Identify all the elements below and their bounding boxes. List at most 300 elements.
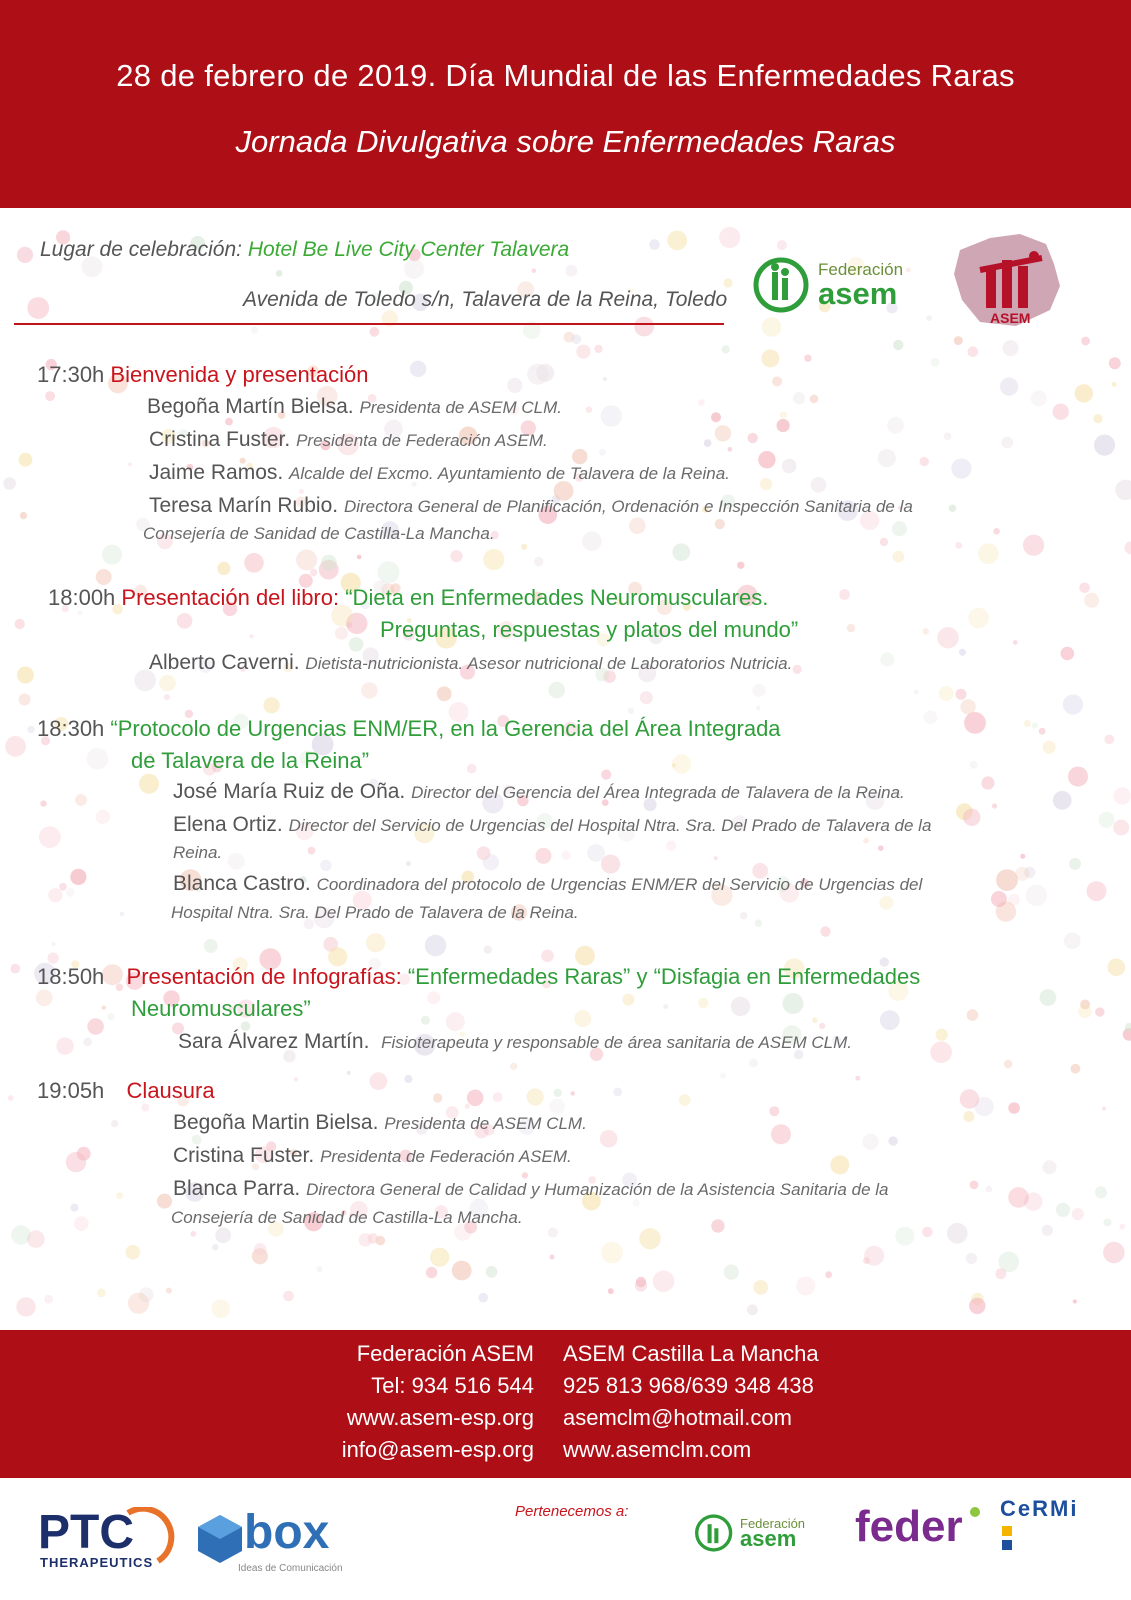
speaker-role-continued: Consejería de Sanidad de Castilla-La Mancha. [143, 524, 495, 543]
background-dot [1039, 728, 1046, 735]
background-dot [433, 1093, 442, 1102]
agenda-quote-line2: Neuromusculares” [131, 996, 311, 1021]
background-dot [711, 412, 721, 422]
background-dot [346, 622, 352, 628]
background-dot [893, 340, 903, 350]
background-dot [1119, 1224, 1125, 1230]
background-dot [48, 888, 62, 902]
asem-emblem-icon [752, 254, 814, 316]
background-dot [575, 946, 595, 966]
speaker-role-continued: Reina. [173, 843, 223, 862]
background-dot [923, 711, 937, 725]
background-dot [639, 1228, 660, 1249]
background-dot [783, 993, 804, 1014]
background-dot [1104, 735, 1114, 745]
background-dot [663, 1004, 668, 1009]
background-dot [960, 699, 975, 714]
background-dot [1078, 1005, 1091, 1018]
background-dot [1008, 1102, 1020, 1114]
background-dot [1073, 1299, 1077, 1303]
belongs-to-label: Pertenecemos a: [515, 1503, 629, 1520]
venue-place: Hotel Be Live City Center Talavera [247, 238, 570, 261]
speaker-role-continued: Consejería de Sanidad de Castilla-La Mancha. [171, 1208, 523, 1227]
footer-website-link[interactable]: www.asem-esp.org [346, 1405, 534, 1430]
background-dot [931, 358, 940, 367]
background-dot [653, 1271, 675, 1293]
background-dot [755, 920, 762, 927]
background-dot [565, 265, 577, 277]
background-dot [812, 1018, 817, 1023]
background-dot [698, 998, 708, 1008]
background-dot [895, 1227, 914, 1246]
background-dot [970, 761, 978, 769]
background-dot [97, 1289, 106, 1298]
background-dot [59, 883, 67, 891]
venue-address: Avenida de Toledo s/n, Talavera de la Reina, Toledo [243, 288, 728, 311]
box-logo: box Ideas de Comunicación [194, 1505, 354, 1577]
background-dot [47, 952, 58, 963]
background-dot [96, 569, 112, 585]
agenda-time: 18:30h [37, 716, 105, 741]
background-dot [772, 376, 782, 386]
background-dot [978, 543, 999, 564]
agenda-item-1800 [48, 585, 768, 611]
background-dot [1115, 480, 1131, 500]
background-dot [922, 1227, 932, 1237]
background-dot [1061, 647, 1075, 661]
background-dot [16, 1297, 35, 1316]
cermi-mark-icon [1002, 1540, 1012, 1550]
background-dot [1008, 1187, 1029, 1208]
background-dot [672, 543, 690, 561]
background-dot [981, 776, 994, 789]
box-cube-icon [194, 1513, 246, 1565]
feder-logo: feder [855, 1502, 985, 1562]
background-dot [628, 708, 634, 714]
background-dot [878, 449, 896, 467]
background-dot [1095, 1186, 1107, 1198]
background-dot [228, 853, 245, 870]
background-dot [541, 950, 554, 963]
background-dot [936, 1029, 948, 1041]
background-dot [1040, 989, 1057, 1006]
background-dot [582, 531, 602, 551]
background-dot [139, 774, 159, 794]
background-dot [493, 1092, 503, 1102]
background-dot [52, 942, 56, 946]
speaker: Begoña Martin Bielsa. Presidenta de ASEM CLM. [173, 1111, 587, 1134]
footer-org: ASEM Castilla La Mancha [563, 1341, 819, 1366]
background-dot [1102, 1107, 1106, 1111]
background-dot [166, 1288, 172, 1294]
agenda-item-1850 [37, 964, 920, 990]
background-dot [601, 855, 620, 874]
background-dot [1043, 741, 1056, 754]
background-dot [608, 1288, 614, 1294]
background-dot [484, 945, 492, 953]
agenda-quote-line2: de Talavera de la Reina” [131, 748, 370, 773]
agenda-title: Presentación de Infografías: [126, 964, 402, 989]
background-dot [634, 317, 654, 337]
background-dot [102, 1005, 106, 1009]
background-dot [45, 391, 55, 401]
background-dot [527, 364, 548, 385]
background-dot [880, 652, 894, 666]
contact-footer [0, 1330, 1131, 1478]
background-dot [1031, 390, 1047, 406]
background-dot [782, 459, 796, 473]
background-dot [159, 675, 176, 692]
background-dot [951, 458, 971, 478]
background-dot [863, 838, 869, 844]
background-dot [1053, 404, 1069, 420]
background-dot [486, 1266, 498, 1278]
background-dot [534, 557, 543, 566]
background-dot [190, 1231, 196, 1237]
background-dot [102, 545, 122, 565]
federacion-word: Federación [818, 260, 904, 279]
background-dot [967, 1009, 979, 1021]
background-dot [1003, 340, 1019, 356]
background-dot [926, 315, 932, 321]
speaker: Jaime Ramos. Alcalde del Excmo. Ayuntamiento de Talavera de la Reina. [149, 461, 730, 484]
background-dot [1072, 1208, 1084, 1220]
background-dot [714, 856, 718, 860]
background-dot [357, 555, 362, 560]
speaker: José María Ruiz de Oña. Director del Gerencia del Área Integrada de Talavera de la Reina. [173, 780, 905, 803]
background-dot [521, 544, 527, 550]
background-dot [452, 1261, 472, 1281]
background-dot [740, 912, 748, 920]
background-dot [666, 841, 676, 851]
background-dot [157, 1194, 172, 1209]
background-dot [587, 844, 605, 862]
background-dot [944, 433, 952, 441]
background-dot [406, 861, 411, 866]
background-dot [1093, 414, 1102, 423]
background-dot [1000, 378, 1018, 396]
background-dot [640, 691, 653, 704]
background-dot [212, 1244, 218, 1250]
background-dot [923, 628, 930, 635]
page-title: 28 de febrero de 2019. Día Mundial de las Enfermedades Raras [116, 58, 1015, 93]
background-dot [939, 686, 954, 701]
background-dot [368, 1233, 379, 1244]
background-dot [548, 1228, 558, 1238]
background-dot [507, 378, 522, 393]
background-dot [672, 754, 691, 773]
background-dot [586, 406, 593, 413]
background-dot [820, 926, 830, 936]
background-dot [748, 433, 758, 443]
background-dot [36, 990, 53, 1007]
agenda-quote: “Protocolo de Urgencias ENM/ER, en la Gerencia del Área Integrada [110, 716, 781, 741]
footer-email-link[interactable]: info@asem-esp.org [341, 1437, 534, 1462]
background-dot [969, 1298, 985, 1314]
background-dot [1087, 881, 1107, 901]
background-dot [1008, 894, 1020, 906]
background-dot [11, 1225, 31, 1245]
background-dot [1020, 854, 1025, 859]
background-dot [574, 1010, 591, 1027]
background-dot [629, 517, 646, 534]
background-dot [361, 682, 378, 699]
background-dot [777, 240, 787, 250]
cermi-mark-icon [1002, 1526, 1012, 1536]
background-dot [19, 694, 31, 706]
background-dot [968, 608, 989, 629]
speaker: Blanca Parra. Directora General de Calidad y Humanización de la Asistencia Sanitaria de la [173, 1177, 889, 1200]
background-dot [864, 1246, 884, 1266]
background-dot [27, 297, 49, 319]
asem-emblem-icon [694, 1512, 736, 1554]
footer-email-link[interactable]: asemclm@hotmail.com [563, 1405, 792, 1430]
background-dot [996, 869, 1018, 891]
background-dot [1125, 541, 1131, 554]
background-dot [1108, 959, 1126, 977]
speaker: Alberto Caverni. Dietista-nutricionista. Asesor nutricional de Laboratorios Nutricia. [149, 651, 793, 674]
asem-clm-word: ASEM [990, 310, 1031, 326]
background-dot [576, 345, 590, 359]
background-dot [635, 1279, 647, 1291]
background-dot [761, 349, 779, 367]
background-dot [920, 457, 929, 466]
background-dot [847, 624, 855, 632]
background-dot [753, 1280, 768, 1295]
background-dot [985, 1186, 992, 1193]
background-dot [762, 317, 782, 337]
background-dot [211, 1299, 230, 1318]
background-dot [437, 686, 452, 701]
background-dot [10, 964, 20, 974]
background-dot [1084, 593, 1099, 608]
background-dot [600, 1130, 618, 1148]
background-dot [1094, 435, 1115, 456]
background-dot [410, 361, 426, 377]
speaker: Sara Álvarez Martín. Fisioterapeuta y responsable de área sanitaria de ASEM CLM. [178, 1030, 852, 1053]
background-dot [527, 1088, 544, 1105]
federacion-asem-small-logo: Federación asem [694, 1512, 829, 1558]
agenda-title: Presentación del libro: [121, 585, 340, 610]
background-dot [830, 1155, 849, 1174]
background-dot [5, 736, 26, 757]
background-dot [111, 1120, 118, 1127]
background-dot [599, 449, 606, 456]
background-dot [370, 1072, 388, 1090]
federacion-contact [342, 1338, 534, 1466]
background-dot [296, 549, 317, 570]
background-dot [771, 1124, 791, 1144]
background-dot [510, 1063, 517, 1070]
background-dot [855, 1076, 860, 1081]
background-dot [728, 447, 733, 452]
background-dot [993, 528, 1000, 535]
background-dot [294, 1077, 298, 1081]
background-dot [777, 419, 790, 432]
background-dot [1032, 723, 1038, 729]
background-dot [756, 706, 760, 710]
venue-line: Lugar de celebración: Hotel Be Live City Center Talavera [40, 238, 570, 261]
background-dot [1024, 720, 1031, 727]
background-dot [446, 1012, 465, 1031]
agenda-time: 18:00h [48, 585, 116, 610]
background-dot [715, 425, 731, 441]
background-dot [1104, 1218, 1112, 1226]
agenda-item-1905 [37, 1078, 215, 1104]
background-dot [426, 1267, 437, 1278]
background-dot [217, 562, 230, 575]
background-dot [758, 451, 775, 468]
background-dot [1112, 382, 1117, 387]
background-dot [1081, 337, 1090, 346]
background-dot [17, 667, 34, 684]
page-subtitle: Jornada Divulgativa sobre Enfermedades Raras [235, 124, 896, 159]
background-dot [892, 521, 907, 536]
background-dot [550, 1255, 555, 1260]
background-dot [966, 1253, 977, 1264]
background-dot [249, 634, 253, 638]
background-dot [970, 1181, 979, 1190]
feder-star-icon [967, 1504, 983, 1520]
background-dot [44, 1295, 53, 1304]
background-dot [601, 1242, 623, 1264]
background-dot [715, 519, 725, 529]
background-dot [793, 392, 805, 404]
background-dot [425, 935, 446, 956]
background-dot [128, 462, 132, 466]
background-dot [1069, 858, 1081, 870]
background-dot [120, 912, 125, 917]
background-dot [254, 1243, 266, 1255]
background-dot [1098, 812, 1114, 828]
background-dot [963, 1111, 974, 1122]
background-dot [244, 553, 264, 573]
background-dot [335, 627, 348, 640]
background-dot [427, 991, 440, 1004]
background-dot [19, 453, 33, 467]
background-dot [251, 326, 258, 333]
background-dot [879, 896, 893, 910]
background-dot [1079, 583, 1090, 594]
background-dot [719, 227, 740, 248]
cermi-logo: CeRMi [1000, 1496, 1100, 1566]
background-dot [698, 399, 705, 406]
speaker: Cristina Fuster. Presidenta de Federación ASEM. [149, 428, 548, 451]
background-dot [370, 327, 380, 337]
background-dot [1063, 694, 1083, 714]
background-dot [959, 649, 966, 656]
background-dot [1026, 885, 1047, 906]
background-dot [467, 764, 477, 774]
background-dot [711, 1219, 724, 1232]
footer-phone: Tel: 934 516 544 [371, 1373, 534, 1398]
background-dot [74, 1216, 89, 1231]
background-dot [70, 869, 86, 885]
agenda-time: 17:30h [37, 362, 105, 387]
background-dot [87, 1018, 104, 1035]
background-dot [1023, 535, 1044, 556]
background-dot [613, 1088, 622, 1097]
background-dot [320, 860, 331, 871]
background-dot [724, 278, 733, 287]
speaker: Elena Ortiz. Director del Servicio de Urgencias del Hospital Ntra. Sra. Del Prado de Talavera de la [173, 813, 932, 836]
background-dot [96, 810, 110, 824]
background-dot [880, 1010, 900, 1030]
background-dot [204, 939, 218, 953]
background-dot [780, 411, 788, 419]
background-dot [752, 684, 765, 697]
background-dot [1095, 1007, 1104, 1016]
agenda-quote-line2: Preguntas, respuestas y platos del mundo” [380, 617, 799, 642]
background-dot [963, 809, 980, 826]
agenda-quote: “Dieta en Enfermedades Neuromusculares. [345, 585, 769, 610]
background-dot [796, 1276, 815, 1295]
background-dot [1071, 1064, 1081, 1074]
background-dot [316, 1266, 322, 1272]
background-dot [930, 1041, 952, 1063]
background-dot [27, 726, 35, 734]
background-dot [1064, 933, 1081, 950]
background-dot [1113, 820, 1129, 836]
background-dot [601, 405, 622, 426]
ptc-therapeutics-logo: PTC THERAPEUTICS [26, 1505, 176, 1577]
background-dot [1043, 1160, 1057, 1174]
footer-website-link[interactable]: www.asemclm.com [563, 1437, 752, 1462]
background-dot [276, 270, 283, 277]
background-dot [128, 1293, 149, 1314]
speaker: Teresa Marín Rubio. Directora General de Planificación, Ordenación e Inspección Sanitaria de la [149, 494, 913, 517]
background-dot [177, 613, 193, 629]
background-dot [649, 239, 660, 250]
background-dot [39, 826, 61, 848]
background-dot [1056, 1203, 1070, 1217]
asem-clm-logo [950, 230, 1070, 338]
background-dot [467, 1090, 484, 1107]
background-dot [1053, 791, 1072, 810]
background-dot [141, 1103, 149, 1111]
asem-word: asem [818, 276, 898, 311]
footer-phone: 925 813 968/639 348 438 [563, 1373, 814, 1398]
background-dot [483, 549, 504, 570]
footer-org: Federación ASEM [356, 1341, 534, 1366]
agenda-title: Bienvenida y presentación [110, 362, 369, 387]
background-dot [863, 1134, 879, 1150]
background-dot [949, 505, 956, 512]
venue-label: Lugar de celebración [40, 238, 237, 261]
background-dot [572, 334, 582, 344]
background-dot [622, 994, 634, 1006]
agenda-title: Clausura [126, 1078, 215, 1103]
background-dot [1042, 1225, 1053, 1236]
background-dot [720, 1073, 726, 1079]
background-dot [215, 1227, 231, 1243]
background-dot [70, 1204, 78, 1212]
background-dot [465, 1104, 470, 1109]
background-dot [947, 1223, 968, 1244]
background-dot [810, 395, 819, 404]
background-dot [878, 845, 884, 851]
agenda-item-1730 [37, 362, 368, 388]
background-dot [760, 478, 772, 490]
background-dot [793, 665, 802, 674]
background-dot [532, 268, 537, 273]
background-dot [964, 712, 986, 734]
background-dot [747, 1304, 758, 1315]
background-dot [749, 1059, 758, 1068]
background-dot [594, 345, 602, 353]
background-dot [914, 690, 919, 695]
background-dot [349, 637, 364, 652]
